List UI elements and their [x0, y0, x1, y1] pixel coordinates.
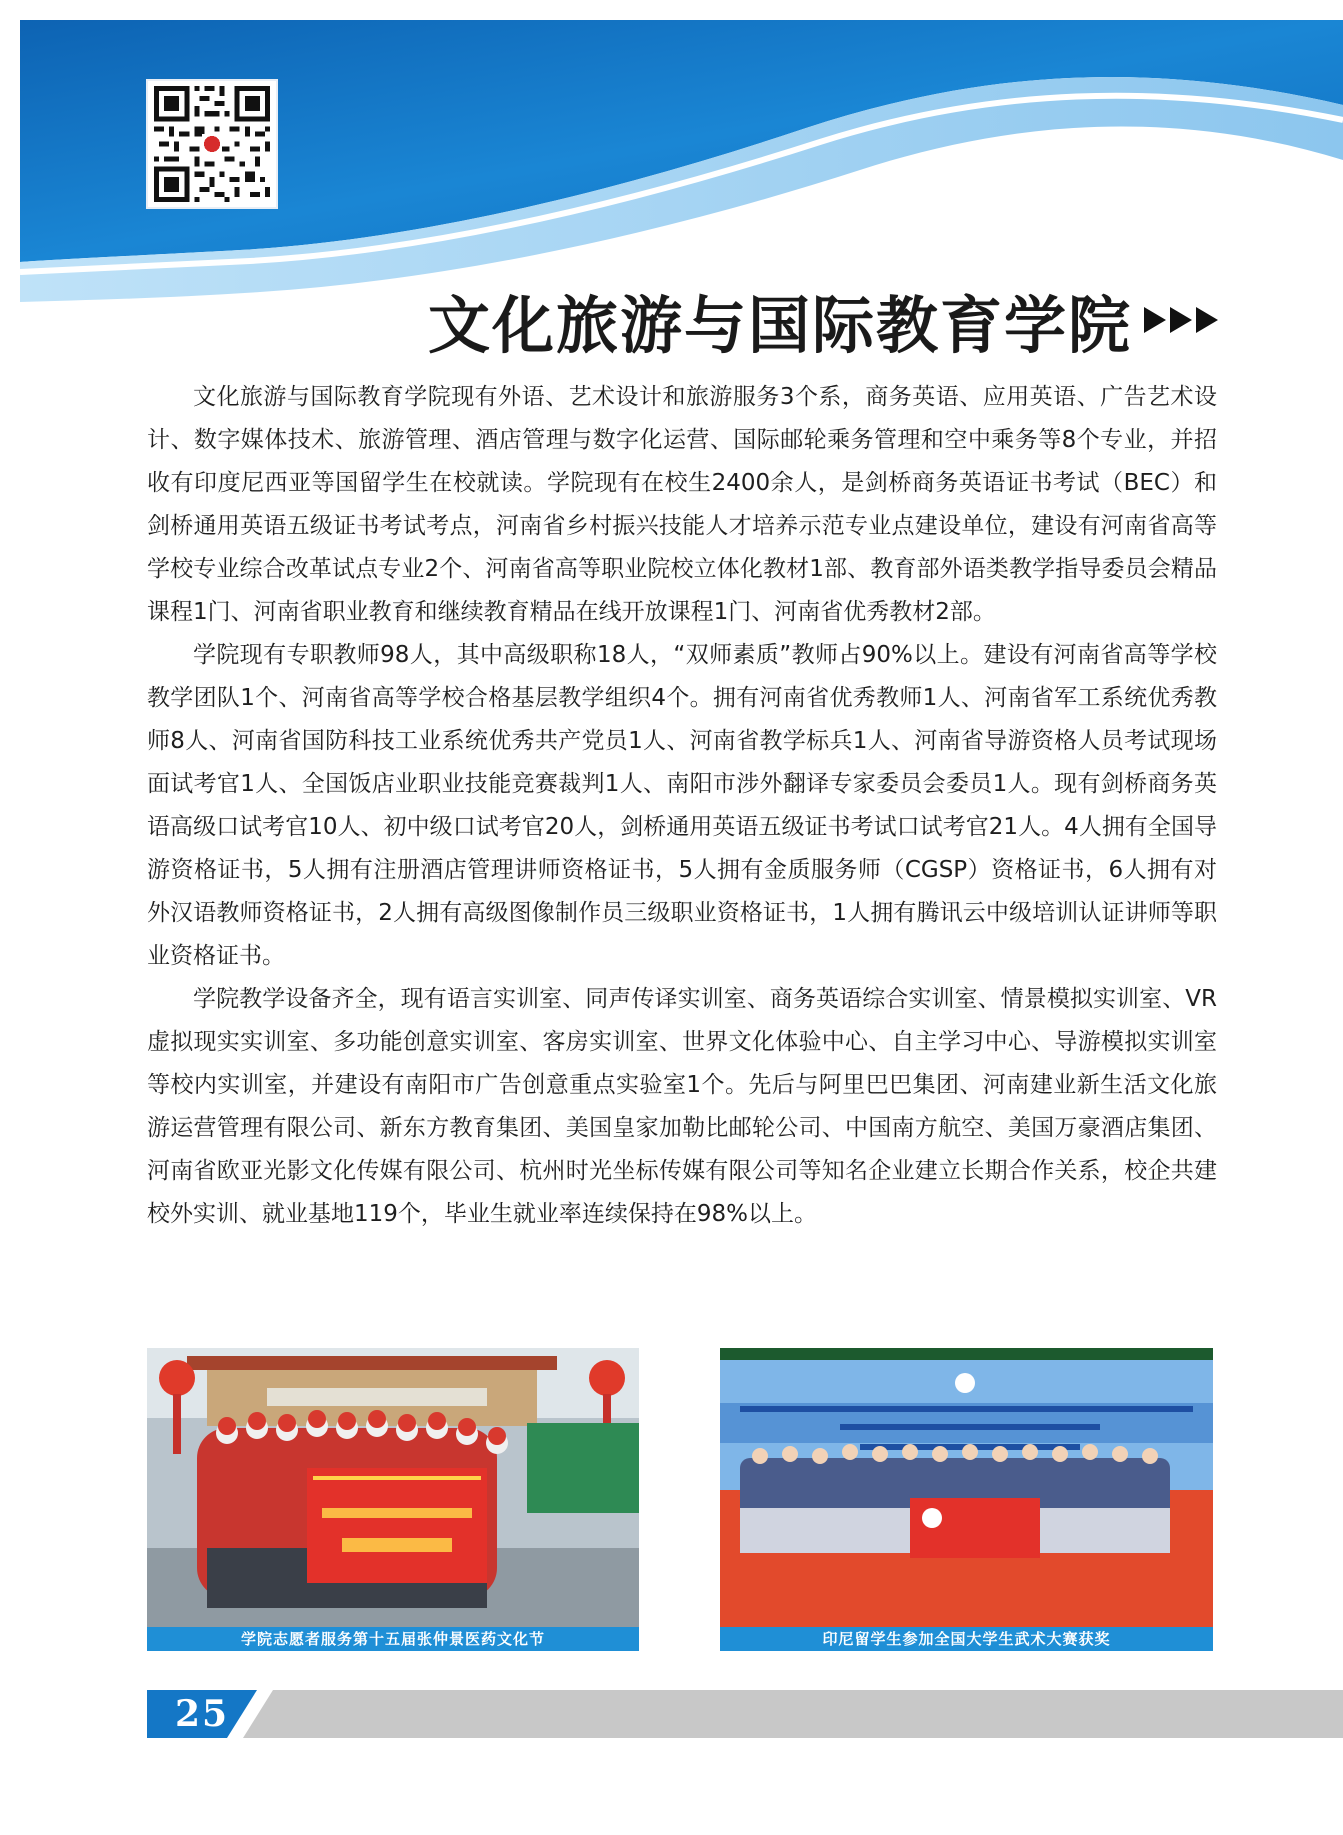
- triple-arrow-icon: [1144, 307, 1218, 333]
- title-text: 文化旅游与国际教育学院: [427, 288, 1132, 362]
- paragraph-intro: 文化旅游与国际教育学院现有外语、艺术设计和旅游服务3个系，商务英语、应用英语、广告艺术设计、数字媒体技术、旅游管理、酒店管理与数字化运营、国际邮轮乘务管理和空中乘务等8个专业，并招收有印度尼西亚等国留学生在校就读。学院现有在校生2400余人，是剑桥商务英语证书考试（BEC）和剑桥通用英语五级证书考试考点，河南省乡村振兴技能人才培养示范专业点建设单位，建设有河南省高等学校专业综合改革试点专业2个、河南省高等职业院校立体化教材1部、教育部外语类教学指导委员会精品课程1门、河南省职业教育和继续教育精品在线开放课程1门、河南省优秀教材2部。: [147, 384, 1217, 625]
- paragraph-facilities: 学院教学设备齐全，现有语言实训室、同声传译实训室、商务英语综合实训室、情景模拟实训室、VR虚拟现实实训室、多功能创意实训室、客房实训室、世界文化体验中心、自主学习中心、导游模拟实训室等校内实训室，并建设有南阳市广告创意重点实验室1个。先后与阿里巴巴集团、河南建业新生活文化旅游运营管理有限公司、新东方教育集团、美国皇家加勒比邮轮公司、中国南方航空、美国万豪酒店集团、河南省欧亚光影文化传媒有限公司、杭州时光坐标传媒有限公司等知名企业建立长期合作关系，校企共建校外实训、就业基地119个，毕业生就业率连续保持在98%以上。: [147, 986, 1217, 1227]
- footer-bar: [147, 1690, 1343, 1738]
- qr-code-icon: [146, 79, 278, 209]
- photo-volunteers: [147, 1348, 639, 1651]
- paragraph-faculty: 学院现有专职教师98人，其中高级职称18人，“双师素质”教师占90%以上。建设有河南省高等学校教学团队1个、河南省高等学校合格基层教学组织4个。拥有河南省优秀教师1人、河南省军工系统优秀教师8人、河南省国防科技工业系统优秀共产党员1人、河南省教学标兵1人、河南省导游资格人员考试现场面试考官1人、全国饭店业职业技能竞赛裁判1人、南阳市涉外翻译专家委员会委员1人。现有剑桥商务英语高级口试考官10人、初中级口试考官20人，剑桥通用英语五级证书考试口试考官21人。4人拥有全国导游资格证书，5人拥有注册酒店管理讲师资格证书，5人拥有金质服务师（CGSP）资格证书，6人拥有对外汉语教师资格证书，2人拥有高级图像制作员三级职业资格证书，1人拥有腾讯云中级培训认证讲师等职业资格证书。: [147, 642, 1217, 969]
- body-text: [147, 376, 1217, 1236]
- photo-martial-arts: [720, 1348, 1213, 1651]
- photo-caption: 印尼留学生参加全国大学生武术大赛获奖: [720, 1627, 1213, 1651]
- photo-caption: 学院志愿者服务第十五届张仲景医药文化节: [147, 1627, 639, 1651]
- page-title: [427, 282, 1218, 362]
- page-number: 25: [174, 1693, 230, 1735]
- martial-arts-award-photo: [720, 1348, 1213, 1651]
- volunteer-group-photo: [147, 1348, 639, 1651]
